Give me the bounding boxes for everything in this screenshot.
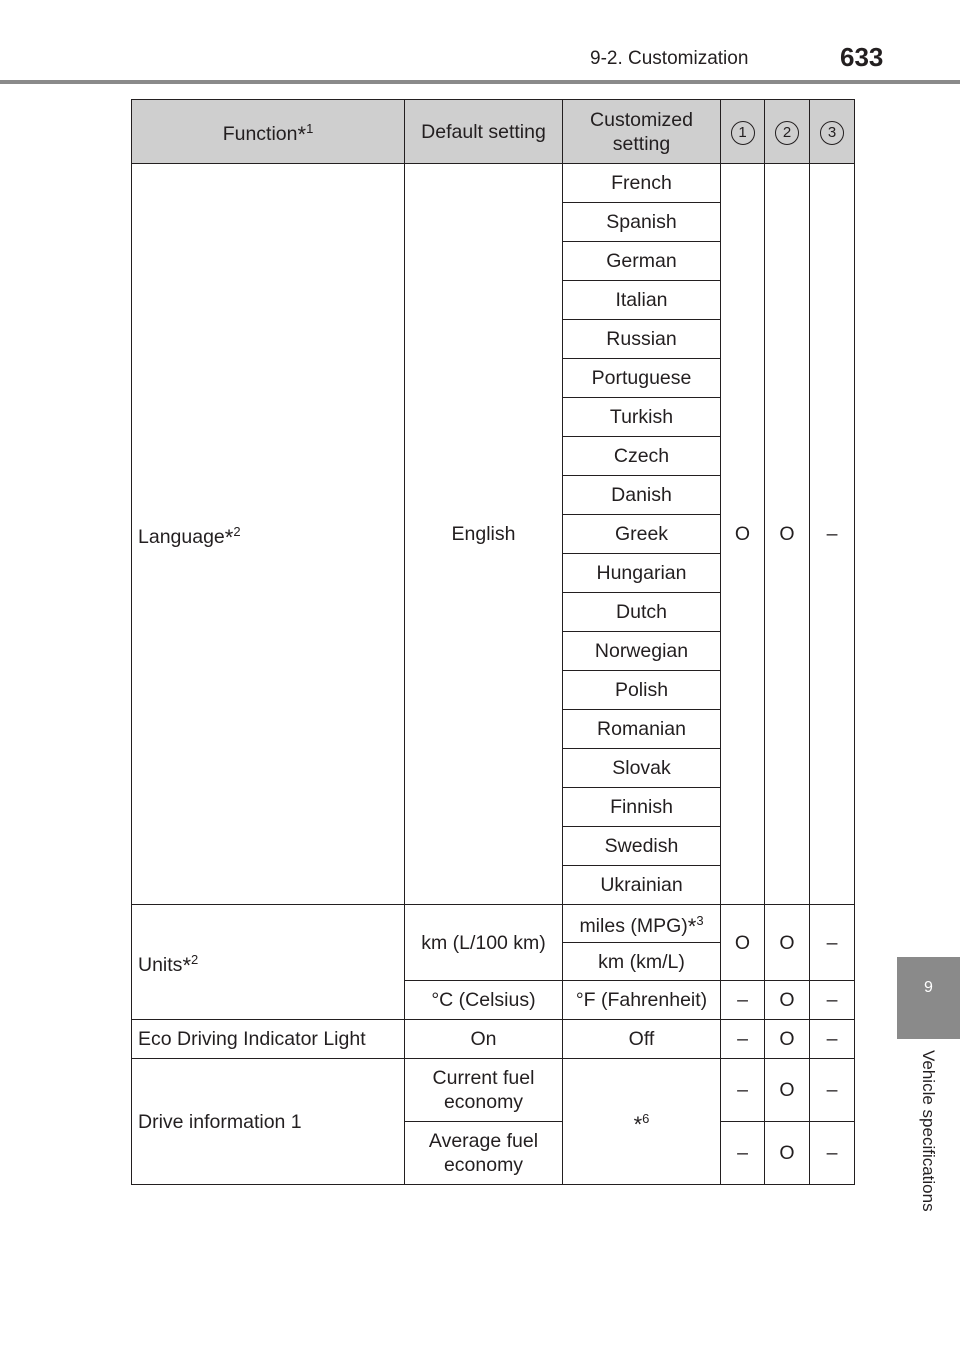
units-temperature-col-3: –	[810, 981, 855, 1020]
language-option: Danish	[563, 476, 721, 515]
eco-col-1: –	[721, 1020, 765, 1059]
drive-info-average-col-2: O	[765, 1122, 810, 1185]
units-distance-col-3: –	[810, 905, 855, 981]
header-function: Function*$^1$	[132, 100, 405, 164]
drive-info-current-col-3: –	[810, 1059, 855, 1122]
units-default-distance: km (L/100 km)	[405, 905, 563, 981]
table-row	[132, 1059, 855, 1122]
drive-info-function: Drive information 1	[132, 1059, 405, 1185]
language-option: Norwegian	[563, 632, 721, 671]
drive-info-average-col-3: –	[810, 1122, 855, 1185]
language-option: Russian	[563, 320, 721, 359]
language-option: Polish	[563, 671, 721, 710]
language-option: French	[563, 164, 721, 203]
eco-option: Off	[563, 1020, 721, 1059]
language-option: Portuguese	[563, 359, 721, 398]
language-col-1: O	[721, 164, 765, 905]
eco-default: On	[405, 1020, 563, 1059]
customization-table	[131, 99, 855, 1185]
table-row	[132, 164, 855, 203]
language-option: Czech	[563, 437, 721, 476]
language-option: Slovak	[563, 749, 721, 788]
table-header-row	[132, 100, 855, 164]
drive-info-customized: *$^6$	[563, 1059, 721, 1185]
language-function: Language*$^2$	[132, 164, 405, 905]
units-default-temperature: °C (Celsius)	[405, 981, 563, 1020]
circled-2-icon: 2	[775, 121, 799, 145]
table-row	[132, 1020, 855, 1059]
drive-info-average-fuel: Average fuel economy	[405, 1122, 563, 1185]
language-option: Romanian	[563, 710, 721, 749]
drive-info-current-col-1: –	[721, 1059, 765, 1122]
drive-info-current-fuel: Current fuel economy	[405, 1059, 563, 1122]
chapter-tab[interactable]	[897, 957, 960, 1039]
page-number: 633	[840, 42, 884, 72]
language-option: Ukrainian	[563, 866, 721, 905]
eco-function: Eco Driving Indicator Light	[132, 1020, 405, 1059]
header-customized-setting: Customized setting	[563, 100, 721, 164]
language-default: English	[405, 164, 563, 905]
section-title: 9-2. Customization	[590, 48, 749, 69]
language-option: Spanish	[563, 203, 721, 242]
language-option: Swedish	[563, 827, 721, 866]
language-col-3: –	[810, 164, 855, 905]
table-row	[132, 905, 855, 943]
units-option-fahrenheit: °F (Fahrenheit)	[563, 981, 721, 1020]
units-distance-col-2: O	[765, 905, 810, 981]
units-function: Units*$^2$	[132, 905, 405, 1020]
language-option: Dutch	[563, 593, 721, 632]
header-col-2	[765, 100, 810, 164]
units-distance-col-1: O	[721, 905, 765, 981]
circled-3-icon: 3	[820, 121, 844, 145]
language-option: Turkish	[563, 398, 721, 437]
language-option: Italian	[563, 281, 721, 320]
units-temperature-col-1: –	[721, 981, 765, 1020]
language-option: Hungarian	[563, 554, 721, 593]
eco-col-2: O	[765, 1020, 810, 1059]
drive-info-current-col-2: O	[765, 1059, 810, 1122]
units-option-mpg: miles (MPG)*$^3$	[563, 905, 721, 943]
drive-info-average-col-1: –	[721, 1122, 765, 1185]
units-temperature-col-2: O	[765, 981, 810, 1020]
header-default-setting: Default setting	[405, 100, 563, 164]
header-rule	[0, 80, 960, 84]
language-option: German	[563, 242, 721, 281]
header-col-1	[721, 100, 765, 164]
circled-1-icon: 1	[731, 121, 755, 145]
units-option-kml: km (km/L)	[563, 943, 721, 981]
eco-col-3: –	[810, 1020, 855, 1059]
language-col-2: O	[765, 164, 810, 905]
chapter-label: Vehicle specifications	[919, 1050, 938, 1212]
language-option: Finnish	[563, 788, 721, 827]
language-option: Greek	[563, 515, 721, 554]
chapter-number: 9	[924, 979, 933, 996]
header-col-3	[810, 100, 855, 164]
